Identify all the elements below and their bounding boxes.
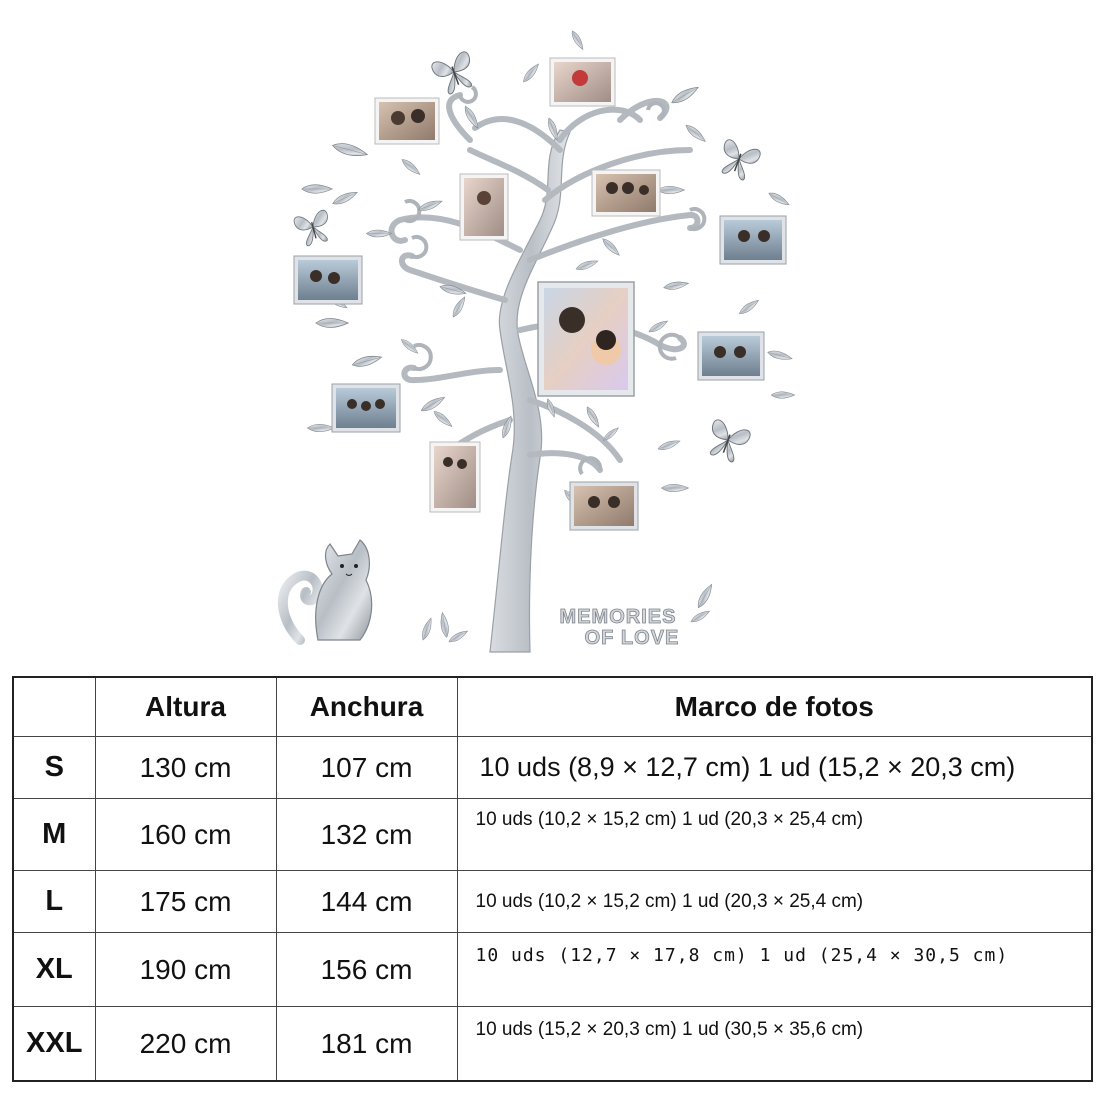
size-code: XL [13, 933, 95, 1007]
frames-value: 10 uds (10,2 × 15,2 cm) 1 ud (20,3 × 25,4 cm) [457, 799, 1092, 871]
caption-line1: MEMORIES [559, 606, 677, 628]
table-header-row [13, 677, 1092, 737]
photo-frame-icon [430, 442, 480, 512]
size-code: XXL [13, 1007, 95, 1082]
header-width: Anchura [276, 677, 457, 737]
memories-of-love-caption [560, 606, 680, 649]
frames-value: 10 uds (12,7 × 17,8 cm) 1 ud (25,4 × 30,5 cm) [457, 933, 1092, 1007]
table-row [13, 1007, 1092, 1082]
width-value: 144 cm [276, 871, 457, 933]
size-code: L [13, 871, 95, 933]
frames-value: 10 uds (15,2 × 20,3 cm) 1 ud (30,5 × 35,6 cm) [457, 1007, 1092, 1082]
caption-line2: OF LOVE [584, 627, 680, 649]
cat-icon [283, 540, 372, 640]
photo-frame-icon [332, 384, 400, 432]
size-table [12, 676, 1093, 1082]
frames-value: 10 uds (8,9 × 12,7 cm) 1 ud (15,2 × 20,3 cm) [457, 737, 1092, 799]
frames-value: 10 uds (10,2 × 15,2 cm) 1 ud (20,3 × 25,4 cm) [457, 871, 1092, 933]
photo-frame-icon [294, 256, 362, 304]
width-value: 181 cm [276, 1007, 457, 1082]
table-row [13, 871, 1092, 933]
photo-frame-icon [375, 98, 439, 144]
photo-frame-icon [720, 216, 786, 264]
photo-frame-icon [698, 332, 764, 380]
width-value: 132 cm [276, 799, 457, 871]
height-value: 220 cm [95, 1007, 276, 1082]
photo-frame-main-icon [538, 282, 634, 396]
photo-frame-icon [570, 482, 638, 530]
height-value: 175 cm [95, 871, 276, 933]
photo-frame-icon [592, 170, 660, 216]
size-code: S [13, 737, 95, 799]
width-value: 107 cm [276, 737, 457, 799]
width-value: 156 cm [276, 933, 457, 1007]
photo-frame-icon [550, 58, 615, 106]
size-code: M [13, 799, 95, 871]
height-value: 130 cm [95, 737, 276, 799]
height-value: 160 cm [95, 799, 276, 871]
table-row [13, 799, 1092, 871]
table-row [13, 737, 1092, 799]
header-frames: Marco de fotos [457, 677, 1092, 737]
photo-frame-icon [460, 174, 508, 240]
table-row [13, 933, 1092, 1007]
height-value: 190 cm [95, 933, 276, 1007]
header-size [13, 677, 95, 737]
header-height: Altura [95, 677, 276, 737]
